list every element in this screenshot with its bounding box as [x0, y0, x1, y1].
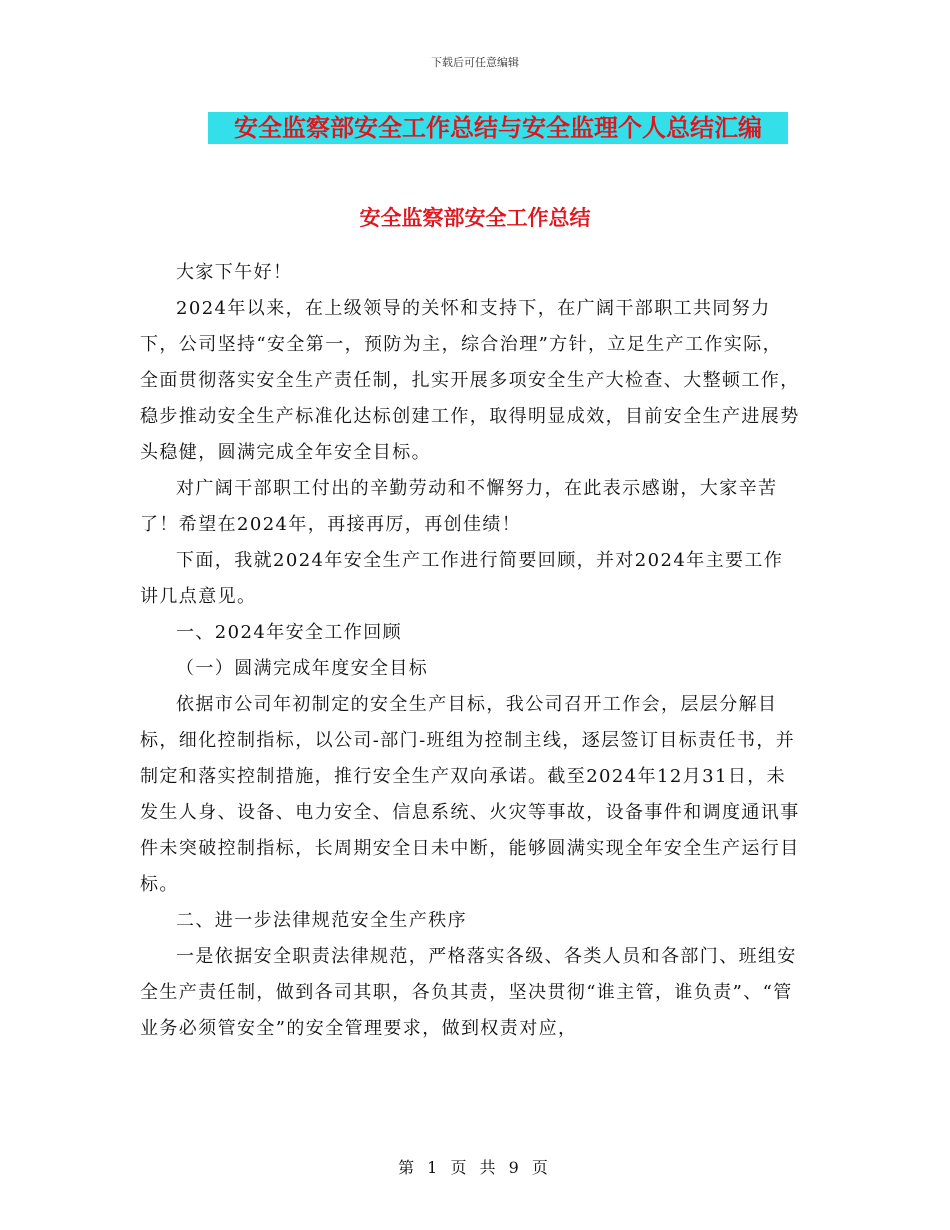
- body-text: [140, 255, 800, 1047]
- document-title: 安全监察部安全工作总结与安全监理个人总结汇编: [208, 112, 788, 144]
- paragraph: 下面，我就2024年安全生产工作进行简要回顾，并对2024年主要工作讲几点意见。: [140, 550, 784, 607]
- paragraph-greeting: 大家下午好！: [176, 262, 293, 283]
- header-note: 下载后可任意编辑: [431, 56, 519, 69]
- page-footer: 第 1 页 共 9 页: [398, 1158, 552, 1177]
- paragraph: 2024年以来，在上级领导的关怀和支持下，在广阔干部职工共同努力下，公司坚持“安全第一，预防为主，综合治理”方针，立足生产工作实际，全面贯彻落实安全生产责任制，扎实开展多项安全生产大检查、大整顿工作，稳步推动安全生产标准化达标创建工作，取得明显成效，目前安全生产进展势头稳健，圆满完成全年安全目标。: [140, 298, 800, 463]
- paragraph: 对广阔干部职工付出的辛勤劳动和不懈努力，在此表示感谢，大家辛苦了！希望在2024年，再接再厉，再创佳绩！: [140, 478, 778, 535]
- paragraph: 一是依据安全职责法律规范，严格落实各级、各类人员和各部门、班组安全生产责任制，做到各司其职，各负其责，坚决贯彻“谁主管，谁负责”、“管业务必须管安全”的安全管理要求，做到权责对应，: [140, 946, 797, 1039]
- section-title: 安全监察部安全工作总结: [359, 205, 591, 230]
- paragraph: 依据市公司年初制定的安全生产目标，我公司召开工作会，层层分解目标，细化控制指标，以公司-部门-班组为控制主线，逐层签订目标责任书，并制定和落实控制措施，推行安全生产双向承诺。截至2024年12月31日，未发生人身、设备、电力安全、信息系统、火灾等事故，设备事件和调度通讯事件未突破控制指标，长周期安全日未中断，能够圆满实现全年安全生产运行目标。: [140, 694, 800, 895]
- section-heading: 一、2024年安全工作回顾: [176, 622, 403, 643]
- subsection-heading: （一）圆满完成年度安全目标: [176, 658, 429, 679]
- section-heading: 二、进一步法律规范安全生产秩序: [176, 910, 467, 931]
